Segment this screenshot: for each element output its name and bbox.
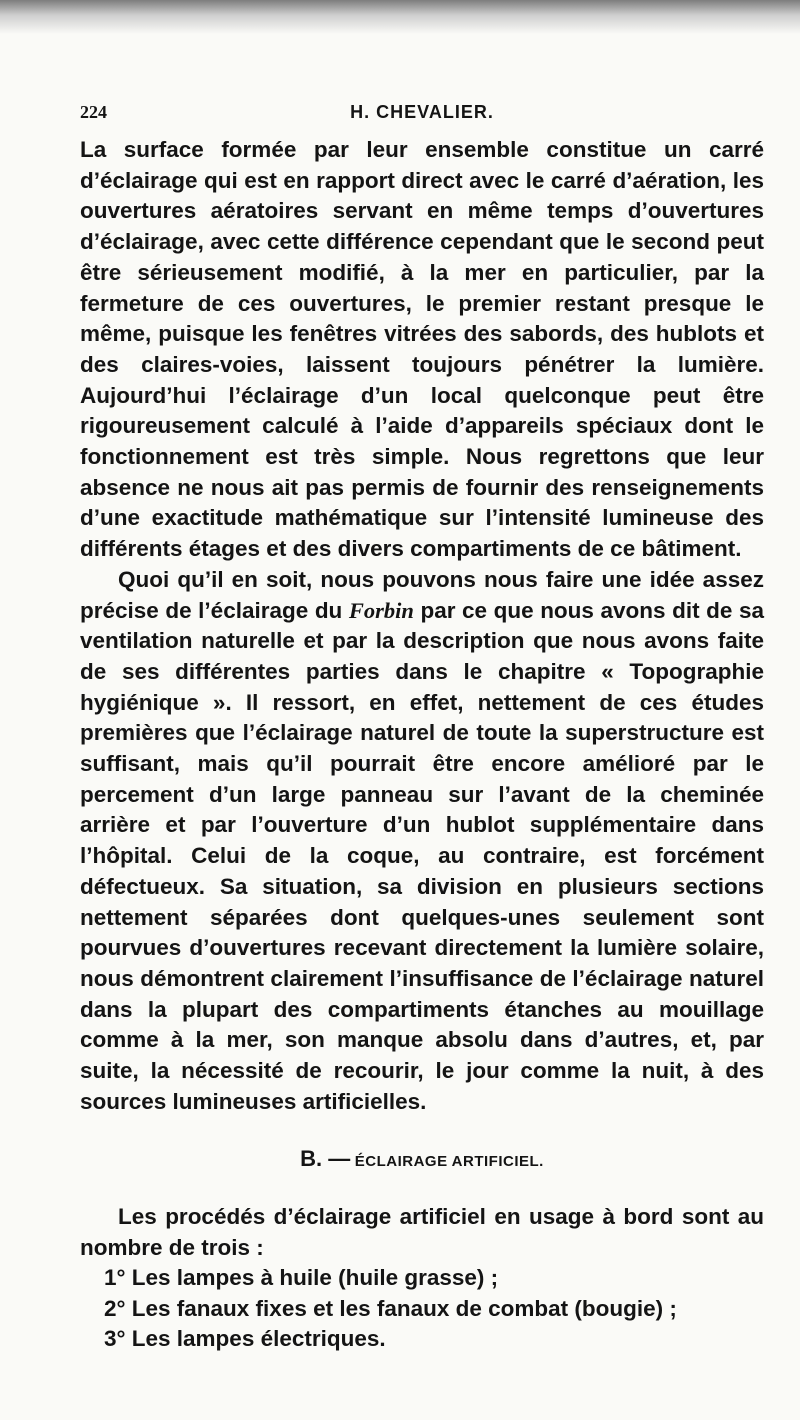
- page-header: [80, 100, 764, 130]
- section-intro: Les procédés d’éclairage artificiel en usage à bord sont au nombre de trois :: [80, 1204, 764, 1260]
- paragraph-2-rest: par ce que nous avons dit de sa ventilation naturelle et par la description que nous avons faite de ses différentes parties dans le chapitre « Topographie hygiénique ». Il ressort, en effet, nettement de ces études premières que l’éclairage naturel de toute la superstructure est suffisant, mais qu’il pourrait être encore amélioré par le percement d’un large panneau sur l’avant de la cheminée arrière et par l’ouverture d’un hublot supplémentaire dans l’hôpital. Celui de la coque, au contraire, est forcément défectueux. Sa situation, sa division en plusieurs sections nettement séparées dont quelques-unes seulement sont pourvues d’ouvertures recevant directement la lumière solaire, nous démontrent clairement l’insuffisance de l’éclairage naturel dans la plupart des compartiments étanches au mouillage comme à la mer, son manque absolu dans d’autres, et, par suite, la nécessité de recourir, le jour comme la nuit, à des sources lumineuses artificielles.: [80, 597, 764, 1114]
- running-head: H. CHEVALIER.: [350, 102, 494, 122]
- paragraph-2-start: Quoi qu’il en soit, nous pouvons nous faire une idée assez précise de l’éclairage du: [80, 566, 764, 623]
- page-number: 224: [80, 102, 107, 122]
- section-letter: B. —: [300, 1146, 351, 1171]
- list-item-2: 2° Les fanaux fixes et les fanaux de combat (bougie) ;: [104, 1295, 677, 1321]
- list-item-1: 1° Les lampes à huile (huile grasse) ;: [104, 1265, 499, 1290]
- ship-name: Forbin: [348, 597, 414, 623]
- section-heading: [80, 1146, 764, 1172]
- list-item-3: 3° Les lampes électriques.: [104, 1326, 386, 1351]
- main-text: [80, 135, 764, 1118]
- section-title: ÉCLAIRAGE ARTIFICIEL.: [354, 1153, 544, 1170]
- scan-edge-shadow: [0, 0, 800, 34]
- section-text: [80, 1202, 764, 1355]
- paragraph-1: La surface formée par leur ensemble constitue un carré d’éclairage qui est en rapport direct avec le carré d’aération, les ouvertures aératoires servant en même temps d’ouvertures d’éclairage, avec cette différence cependant que le second peut être sérieusement modifié, à la mer en particulier, par la fermeture de ces ouvertures, le premier restant presque le même, puisque les fenêtres vitrées des sabords, des hublots et des claires-voies, laissent toujours pénétrer la lumière. Aujourd’hui l’éclairage d’un local quelconque peut être rigoureusement calculé à l’aide d’appareils spéciaux dont le fonctionnement est très simple. Nous regrettons que leur absence ne nous ait pas permis de fournir des renseignements d’une exactitude mathématique sur l’intensité lumineuse des différents étages et des divers compartiments de ce bâtiment.: [80, 137, 764, 562]
- paragraph-2: [80, 565, 764, 1118]
